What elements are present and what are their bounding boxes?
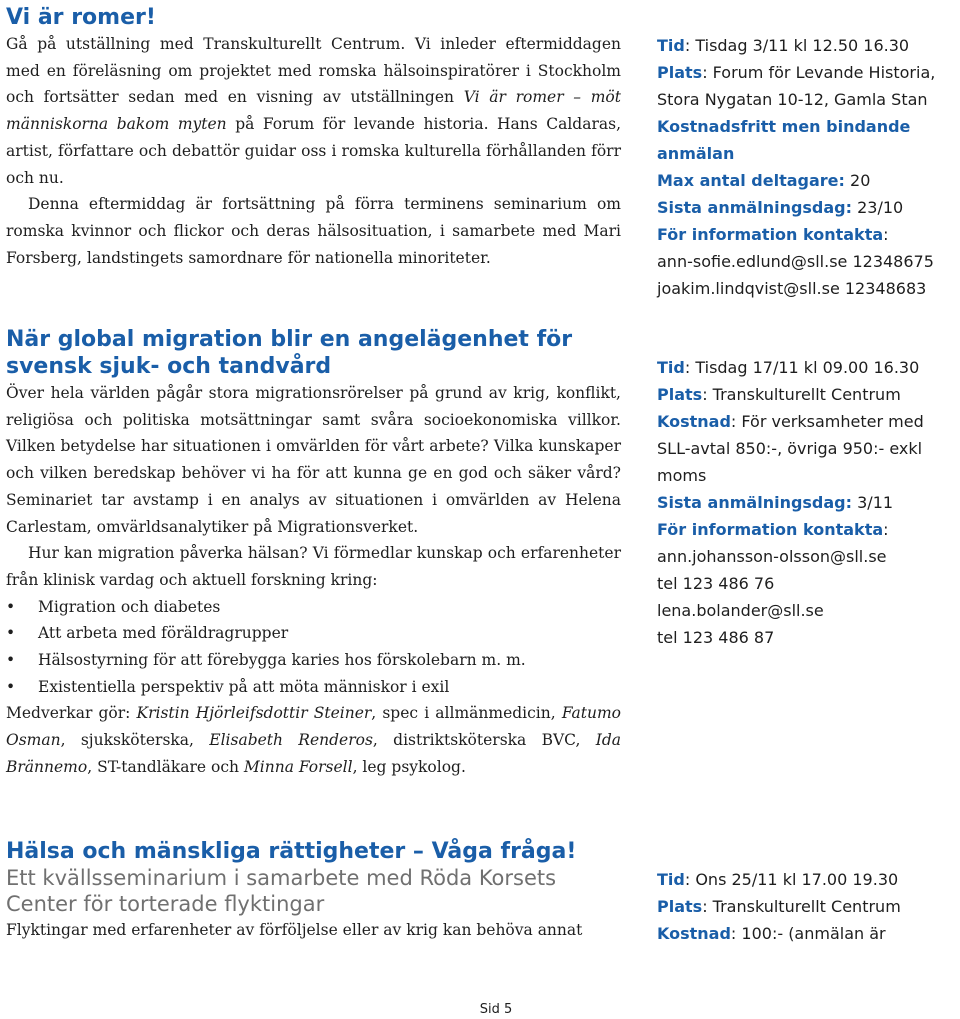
info-line: anmälan	[657, 144, 735, 163]
paragraph: Denna eftermiddag är fortsättning på förra terminens seminarium om romska kvinnor och flickor och deras hälsosituation, i samarbete med Mari Forsberg, landstingets samordnare för nationella minoriteter.	[6, 195, 621, 267]
event-info	[657, 354, 957, 651]
bullet-item: • Migration och diabetes	[6, 594, 621, 621]
bullet-item: • Existentiella perspektiv på att möta människor i exil	[6, 674, 621, 701]
bullet-icon: •	[6, 624, 16, 643]
info-line: joakim.lindqvist@sll.se 12348683	[657, 279, 927, 298]
page-number: Sid 5	[479, 1002, 513, 1017]
bullet-item: • Att arbeta med föräldragrupper	[6, 620, 621, 647]
event-info	[657, 866, 957, 947]
info-line: Sista anmälningsdag: 23/10	[657, 198, 904, 217]
section-title: Vi är romer!	[6, 5, 156, 30]
info-line: Tid: Tisdag 3/11 kl 12.50 16.30	[657, 36, 910, 55]
info-line: Tid: Tisdag 17/11 kl 09.00 16.30	[657, 358, 920, 377]
info-line: tel 123 486 87	[657, 628, 775, 647]
info-line: För information kontakta:	[657, 520, 889, 539]
info-line: moms	[657, 466, 707, 485]
contributors: Medverkar gör: Kristin Hjörleifsdottir Steiner, spec i allmänmedicin, Fatumo Osman, sjuksköterska, Elisabeth Renderos, distriktsköterska BVC, Ida Brännemo, ST-tandläkare och Minna Forsell, leg psykolog.	[6, 704, 621, 776]
info-line: ann-sofie.edlund@sll.se 12348675	[657, 252, 934, 271]
info-line: Kostnadsfritt men bindande	[657, 117, 911, 136]
bullet-item: • Hälsostyrning för att förebygga karies hos förskolebarn m. m.	[6, 647, 621, 674]
section-body	[6, 380, 621, 781]
bullet-icon: •	[6, 651, 16, 670]
info-line: Kostnad: För verksamheter med	[657, 412, 924, 431]
info-line: Max antal deltagare: 20	[657, 171, 871, 190]
info-line: ann.johansson-olsson@sll.se	[657, 547, 887, 566]
info-line: Plats: Forum för Levande Historia,	[657, 63, 936, 82]
bullet-icon: •	[6, 597, 16, 616]
info-line: tel 123 486 76	[657, 574, 775, 593]
info-line: SLL-avtal 850:-, övriga 950:- exkl	[657, 439, 923, 458]
info-line: Tid: Ons 25/11 kl 17.00 19.30	[657, 870, 899, 889]
bullet-list	[6, 594, 621, 701]
section-body	[6, 917, 621, 944]
paragraph: Gå på utställning med Transkulturellt Centrum. Vi inleder eftermiddagen med en föreläsning om projektet med romska hälsoinspiratörer i Stockholm och fortsätter sedan med en visning av utställningen Vi är romer – möt människorna bakom myten på Forum för levande historia. Hans Caldaras, artist, författare och debattör guidar oss i romska kulturella förhållanden förr och nu.	[6, 35, 622, 187]
paragraph: Hur kan migration påverka hälsan? Vi förmedlar kunskap och erfarenheter från klinisk vardag och aktuell forskning kring:	[6, 544, 621, 589]
section-title: Hälsa och mänskliga rättigheter – Våga fråga!	[6, 839, 577, 864]
section-body	[6, 31, 621, 271]
info-line: Sista anmälningsdag: 3/11	[657, 493, 894, 512]
info-line: Kostnad: 100:- (anmälan är	[657, 924, 886, 943]
section-title: När global migration blir en angelägenhet för svensk sjuk- och tandvård	[6, 327, 573, 379]
bullet-icon: •	[6, 677, 16, 696]
paragraph: Över hela världen pågår stora migrationsrörelser på grund av krig, konflikt, religiösa och politiska motsättningar samt svåra socioekonomiska villkor. Vilken betydelse har situationen i omvärlden för vårt arbete? Vilka kunskaper och vilken beredskap behöver vi ha för att kunna ge en god och säker vård? Seminariet tar avstamp i en analys av situationen i omvärlden av Helena Carlestam, omvärldsanalytiker på Migrationsverket.	[6, 384, 621, 536]
event-info	[657, 32, 957, 302]
info-line: För information kontakta:	[657, 225, 889, 244]
info-line: Plats: Transkulturellt Centrum	[657, 897, 901, 916]
info-line: Plats: Transkulturellt Centrum	[657, 385, 901, 404]
section-subtitle: Ett kvällsseminarium i samarbete med Röda Korsets Center för torterade flyktingar	[6, 866, 557, 916]
info-line: Stora Nygatan 10-12, Gamla Stan	[657, 90, 928, 109]
info-line: lena.bolander@sll.se	[657, 601, 824, 620]
paragraph: Flyktingar med erfarenheter av förföljelse eller av krig kan behöva annat	[6, 921, 583, 939]
